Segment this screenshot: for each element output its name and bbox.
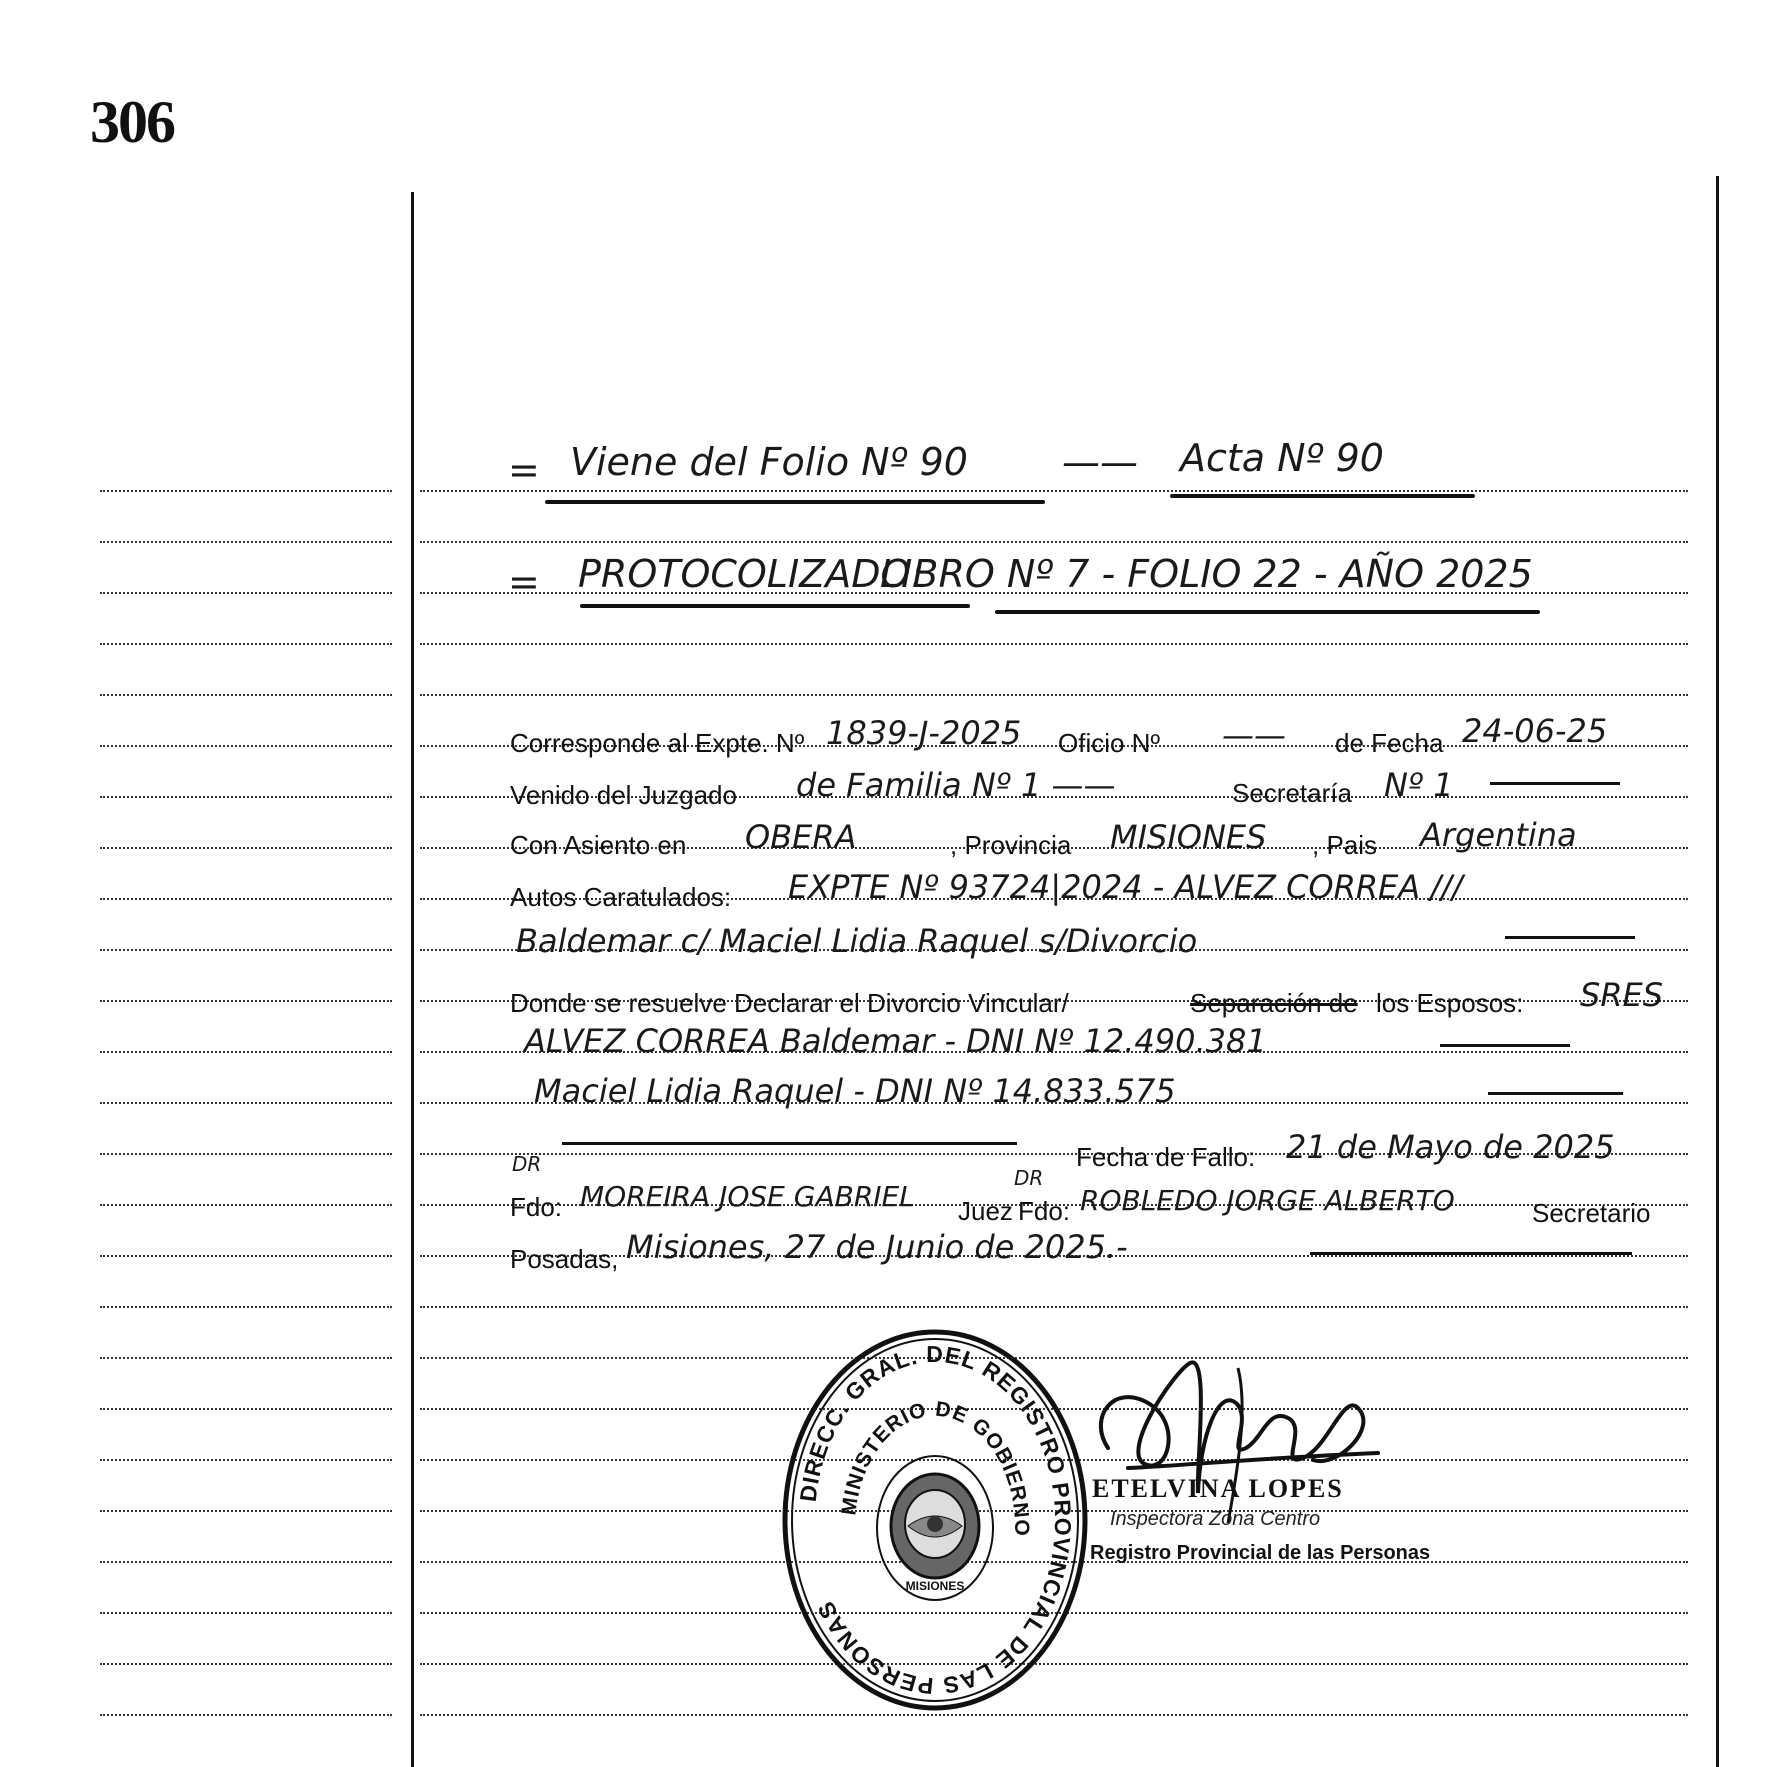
handwritten-signature <box>1088 1348 1388 1533</box>
annotation-libro-folio-ano: LIBRO Nº 7 - FOLIO 22 - AÑO 2025 <box>880 552 1533 596</box>
value-expte: 1839-J-2025 <box>826 714 1022 752</box>
value-fecha-lugar: Misiones, 27 de Junio de 2025.- <box>626 1228 1128 1266</box>
value-fecha: 24-06-25 <box>1462 712 1608 750</box>
value-oficio: —— <box>1222 716 1286 754</box>
margin-dotted-line <box>100 949 392 951</box>
left-margin-rule <box>411 192 414 1767</box>
value-esposo-1: ALVEZ CORREA Baldemar - DNI Nº 12.490.381 <box>524 1022 1267 1060</box>
margin-dotted-line <box>100 1255 392 1257</box>
value-autos: EXPTE Nº 93724|2024 - ALVEZ CORREA /// <box>788 868 1463 906</box>
value-provincia: MISIONES <box>1110 818 1267 856</box>
label-asiento: Con Asiento en <box>510 830 687 860</box>
annotation-acta: Acta Nº 90 <box>1180 436 1384 480</box>
annotation-underline-2b <box>995 610 1540 614</box>
margin-dotted-line <box>100 1000 392 1002</box>
label-juzgado: Venido del Juzgado <box>510 780 737 810</box>
label-esposos: los Esposos: <box>1376 988 1524 1018</box>
body-dotted-line <box>420 490 1688 492</box>
margin-dotted-line <box>100 592 392 594</box>
margin-dotted-line <box>100 1714 392 1716</box>
signature-name: ETELVINA LOPES <box>1092 1474 1344 1503</box>
label-provincia: , Provincia <box>950 830 1072 860</box>
label-oficio: Oficio Nº <box>1058 728 1160 758</box>
signature-title: Inspectora Zona Centro <box>1110 1508 1321 1530</box>
seal-emblem-label: MISIONES <box>905 1579 965 1593</box>
secretaria-line <box>1490 782 1620 785</box>
label-expte: Corresponde al Expte. Nº <box>510 728 805 758</box>
fallo-line <box>562 1142 1017 1145</box>
margin-dotted-line <box>100 1561 392 1563</box>
margin-dotted-line <box>100 796 392 798</box>
margin-dotted-line <box>100 1357 392 1359</box>
posadas-line <box>1310 1252 1632 1255</box>
margin-dotted-line <box>100 1510 392 1512</box>
annotation-protocolizado: PROTOCOLIZADO: <box>578 552 924 596</box>
margin-dotted-line <box>100 490 392 492</box>
signature-org: Registro Provincial de las Personas <box>1090 1542 1431 1564</box>
body-dotted-line <box>420 643 1688 645</box>
value-juzgado: de Familia Nº 1 —— <box>796 766 1116 804</box>
label-fecha: de Fecha <box>1335 728 1444 758</box>
value-juez: MOREIRA JOSE GABRIEL <box>580 1180 915 1213</box>
annotation-dash: —— <box>1062 440 1138 484</box>
esposo-2-line <box>1488 1092 1623 1095</box>
value-autos-cont: Baldemar c/ Maciel Lidia Raquel s/Divorcio <box>516 922 1198 960</box>
body-dotted-line <box>420 1714 1688 1716</box>
label-fecha-fallo: Fecha de Fallo: <box>1076 1142 1256 1172</box>
margin-dotted-line <box>100 1204 392 1206</box>
seal-emblem-icon <box>891 1474 979 1578</box>
body-dotted-line <box>420 1306 1688 1308</box>
annotation-underline-1b <box>1170 494 1475 498</box>
dr-prefix-2: DR <box>1014 1166 1044 1190</box>
margin-dotted-line <box>100 1051 392 1053</box>
value-secretario: ROBLEDO JORGE ALBERTO <box>1080 1184 1455 1217</box>
annotation-viene-del-folio: Viene del Folio Nº 90 <box>570 440 968 484</box>
esposo-1-line <box>1440 1044 1570 1047</box>
label-secretaria: Secretaría <box>1232 778 1352 808</box>
label-pais: , Pais <box>1312 830 1378 860</box>
seal-outer-text: DIRECC. GRAL. DEL REGISTRO PROVINCIAL DE LAS PERSONAS <box>794 1340 1077 1700</box>
body-dotted-line <box>420 541 1688 543</box>
margin-dotted-line <box>100 745 392 747</box>
annotation-underline-2a <box>580 604 970 608</box>
label-separacion: Separación de <box>1190 988 1358 1018</box>
value-asiento: OBERA <box>745 818 857 856</box>
margin-dotted-line <box>100 1408 392 1410</box>
margin-dotted-line <box>100 1102 392 1104</box>
value-esposo-2: Maciel Lidia Raquel - DNI Nº 14.833.575 <box>534 1072 1176 1110</box>
value-pais: Argentina <box>1420 816 1577 854</box>
margin-dotted-line <box>100 1459 392 1461</box>
official-seal <box>780 1328 1090 1713</box>
margin-dotted-line <box>100 1306 392 1308</box>
seal-inner-text: MINISTERIO DE GOBIERNO <box>837 1397 1034 1537</box>
margin-dotted-line <box>100 1663 392 1665</box>
label-secretario: Secretario <box>1532 1198 1651 1228</box>
annotation-underline-1a <box>545 500 1045 504</box>
right-margin-rule <box>1716 176 1719 1767</box>
page-number: 306 <box>90 89 174 155</box>
label-autos: Autos Caratulados: <box>510 882 732 912</box>
label-resuelve: Donde se resuelve Declarar el Divorcio Vincular/ <box>510 988 1069 1018</box>
body-dotted-line <box>420 694 1688 696</box>
label-posadas: Posadas, <box>510 1244 619 1274</box>
value-esposos: SRES <box>1580 976 1664 1014</box>
margin-dotted-line <box>100 1612 392 1614</box>
annotation-prefix-1: = <box>508 448 540 492</box>
margin-dotted-line <box>100 847 392 849</box>
label-fdo-juez: Fdo: <box>510 1192 563 1222</box>
autos-cont-line <box>1505 936 1635 939</box>
dr-prefix-1: DR <box>512 1152 542 1176</box>
margin-dotted-line <box>100 898 392 900</box>
value-fecha-fallo: 21 de Mayo de 2025 <box>1286 1128 1615 1166</box>
annotation-prefix-2: = <box>508 560 540 604</box>
margin-dotted-line <box>100 541 392 543</box>
margin-dotted-line <box>100 694 392 696</box>
value-secretaria: Nº 1 <box>1384 766 1454 804</box>
label-fdo-secretario: Fdo: <box>1018 1196 1071 1226</box>
label-juez: Juez <box>958 1196 1013 1226</box>
margin-dotted-line <box>100 643 392 645</box>
margin-dotted-line <box>100 1153 392 1155</box>
